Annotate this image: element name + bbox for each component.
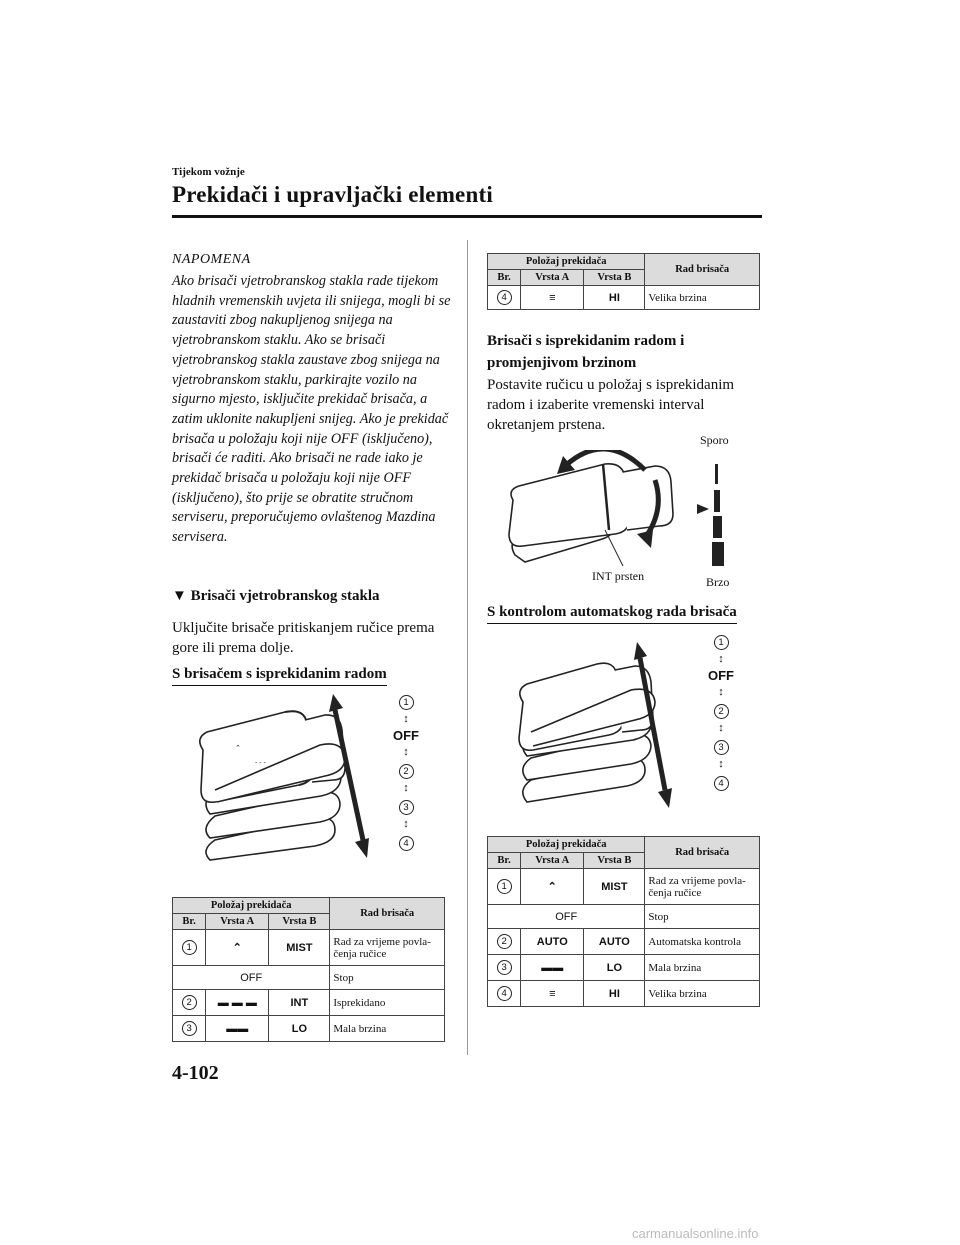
operation-text: Mala brzina bbox=[330, 1016, 445, 1042]
table-row bbox=[488, 981, 760, 1007]
motion-arrow-head-down bbox=[658, 788, 672, 808]
label-int-ring: INT prsten bbox=[592, 569, 645, 583]
low-speed-icon: ▬▬ bbox=[206, 1016, 269, 1042]
up-down-arrow-icon: ↕ bbox=[403, 818, 409, 830]
section-heading-variable-intermittent: Brisači s isprekidanim radom i promjenjivom brzinom bbox=[487, 333, 685, 371]
operation-text: Stop bbox=[645, 905, 760, 929]
motion-arrow-head-up bbox=[634, 642, 647, 660]
table-row bbox=[488, 869, 760, 905]
table-row bbox=[488, 929, 760, 955]
operation-text: Rad za vrijeme povla-čenja ručice bbox=[645, 869, 760, 905]
scale-bar bbox=[715, 464, 718, 484]
table-row bbox=[173, 930, 445, 966]
type-b-symbol: MIST bbox=[584, 869, 645, 905]
table-header-type-a: Vrsta A bbox=[206, 914, 269, 930]
up-down-arrow-icon: ↕ bbox=[403, 782, 409, 794]
table-header-type-a: Vrsta A bbox=[521, 270, 584, 286]
scale-bar bbox=[713, 516, 722, 538]
motion-arrow-head-up bbox=[329, 694, 343, 712]
section-heading-text: Brisači vjetrobranskog stakla bbox=[190, 588, 380, 604]
table-header-operation: Rad brisača bbox=[645, 837, 760, 869]
switch-table-intermittent bbox=[172, 897, 445, 1042]
position-marker: 1 bbox=[399, 695, 414, 710]
page-number: 4-102 bbox=[172, 1062, 219, 1084]
up-down-arrow-icon: ↕ bbox=[403, 713, 409, 725]
mist-icon: ⌃ bbox=[206, 930, 269, 966]
pointer-icon bbox=[697, 504, 709, 514]
position-legend bbox=[388, 692, 424, 851]
table-header-type-b: Vrsta B bbox=[584, 270, 645, 286]
operation-text: Isprekidano bbox=[330, 990, 445, 1016]
position-marker: 4 bbox=[497, 290, 512, 305]
high-speed-icon: ≡ bbox=[521, 981, 584, 1007]
table-header-type-a: Vrsta A bbox=[521, 853, 584, 869]
operation-text: Mala brzina bbox=[645, 955, 760, 981]
type-b-symbol: AUTO bbox=[584, 929, 645, 955]
position-marker: 2 bbox=[182, 995, 197, 1010]
position-marker-off: OFF bbox=[708, 668, 734, 683]
rotation-arrow-head bbox=[637, 530, 653, 548]
up-down-arrow-icon: ↕ bbox=[718, 722, 724, 734]
position-marker: 4 bbox=[714, 776, 729, 791]
operation-text: Automatska kontrola bbox=[645, 929, 760, 955]
auto-position-legend bbox=[703, 632, 739, 791]
subheading-auto-wiper: S kontrolom automatskog rada brisača bbox=[487, 604, 737, 624]
auto-wiper-lever-diagram bbox=[515, 640, 705, 820]
type-b-symbol: HI bbox=[584, 286, 645, 310]
position-marker: 1 bbox=[714, 635, 729, 650]
switch-table-continued bbox=[487, 253, 760, 310]
table-header-position: Položaj prekidača bbox=[488, 254, 645, 270]
up-down-arrow-icon: ↕ bbox=[718, 758, 724, 770]
up-down-arrow-icon: ↕ bbox=[403, 746, 409, 758]
table-header-type-b: Vrsta B bbox=[584, 853, 645, 869]
auto-icon: AUTO bbox=[521, 929, 584, 955]
position-marker: 1 bbox=[497, 879, 512, 894]
wiper-lever bbox=[509, 464, 629, 546]
position-marker-off: OFF bbox=[393, 728, 419, 743]
table-header-position: Položaj prekidača bbox=[173, 898, 330, 914]
watermark: carmanualsonline.info bbox=[632, 1226, 759, 1241]
type-b-symbol: HI bbox=[584, 981, 645, 1007]
title-rule bbox=[172, 215, 762, 218]
table-header-operation: Rad brisača bbox=[645, 254, 760, 286]
table-header-no: Br. bbox=[488, 853, 521, 869]
intermittent-icon: ▬ ▬ ▬ bbox=[206, 990, 269, 1016]
type-b-symbol: MIST bbox=[269, 930, 330, 966]
position-marker: 4 bbox=[399, 836, 414, 851]
position-marker: 3 bbox=[182, 1021, 197, 1036]
off-position: OFF bbox=[173, 966, 330, 990]
table-row bbox=[488, 905, 760, 929]
page-title: Prekidači i upravljački elementi bbox=[172, 182, 493, 207]
operation-text: Rad za vrijeme povla-čenja ručice bbox=[330, 930, 445, 966]
table-header-operation: Rad brisača bbox=[330, 898, 445, 930]
off-position: OFF bbox=[488, 905, 645, 929]
position-marker: 4 bbox=[497, 986, 512, 1001]
intermittent-paragraph: Postavite ručicu u položaj s isprekidanim radom i izaberite vremenski interval okretanjem prstena. bbox=[487, 377, 735, 433]
table-row bbox=[173, 966, 445, 990]
position-marker: 1 bbox=[182, 940, 197, 955]
lever-mark-int: - - - bbox=[255, 760, 266, 767]
position-marker: 2 bbox=[399, 764, 414, 779]
position-marker: 2 bbox=[497, 934, 512, 949]
operation-text: Velika brzina bbox=[645, 981, 760, 1007]
scale-bar bbox=[714, 490, 720, 512]
up-down-arrow-icon: ↕ bbox=[718, 653, 724, 665]
high-speed-icon: ≡ bbox=[521, 286, 584, 310]
operation-text: Velika brzina bbox=[645, 286, 760, 310]
label-fast: Brzo bbox=[706, 575, 730, 589]
table-header-no: Br. bbox=[488, 270, 521, 286]
section-heading-windshield-wipers bbox=[172, 588, 380, 605]
intro-paragraph: Uključite brisače pritiskanjem ručice prema gore ili prema dolje. bbox=[172, 620, 435, 656]
table-row bbox=[488, 955, 760, 981]
position-marker: 3 bbox=[714, 740, 729, 755]
position-marker: 3 bbox=[497, 960, 512, 975]
table-row bbox=[173, 1016, 445, 1042]
position-marker: 3 bbox=[399, 800, 414, 815]
column-divider bbox=[467, 240, 468, 1055]
table-header-position: Položaj prekidača bbox=[488, 837, 645, 853]
low-speed-icon: ▬▬ bbox=[521, 955, 584, 981]
position-marker: 2 bbox=[714, 704, 729, 719]
label-slow: Sporo bbox=[700, 433, 729, 447]
speed-scale bbox=[695, 458, 735, 570]
type-b-symbol: LO bbox=[584, 955, 645, 981]
up-down-arrow-icon: ↕ bbox=[718, 686, 724, 698]
ring-leader-line bbox=[605, 530, 623, 566]
table-row bbox=[173, 990, 445, 1016]
scale-bar bbox=[712, 542, 724, 566]
mist-icon: ⌃ bbox=[521, 869, 584, 905]
note-heading: NAPOMENA bbox=[172, 252, 251, 267]
operation-text: Stop bbox=[330, 966, 445, 990]
int-ring-diagram bbox=[505, 450, 705, 580]
section-label: Tijekom vožnje bbox=[172, 166, 245, 178]
subheading-intermittent: S brisačem s isprekidanim radom bbox=[172, 666, 387, 686]
note-body: Ako brisači vjetrobranskog stakla rade tijekom hladnih vremenskih uvjeta ili snijega, mogli bi se zaustaviti zbog nakupljenog snijega na vjetrobranskom staklu. Ako se brisači vjetrobranskog stakla zaustave zbog snijega na vjetrobranskom staklu, parkirajte vozilo na sigurno mjesto, isključite prekidač brisača, a zatim uklonite nakupljeni snijeg. Ako je prekidač brisača u položaju koji nije OFF (isključeno), brisači će raditi. Ako brisači ne rade iako je prekidač brisača u položaju koji nije OFF (isključeno), što prije se obratite stručnom serviseru, preporučujemo ovlaštenog Mazdina servisera. bbox=[172, 273, 451, 546]
type-b-symbol: INT bbox=[269, 990, 330, 1016]
motion-arrow-head-down bbox=[355, 838, 369, 858]
lever-end bbox=[623, 466, 673, 530]
switch-table-auto bbox=[487, 836, 760, 1007]
table-header-no: Br. bbox=[173, 914, 206, 930]
table-row bbox=[488, 286, 760, 310]
type-b-symbol: LO bbox=[269, 1016, 330, 1042]
lever-mark-wiper: ⌃ bbox=[235, 745, 241, 752]
triangle-down-icon: ▼ bbox=[172, 588, 187, 604]
table-header-type-b: Vrsta B bbox=[269, 914, 330, 930]
